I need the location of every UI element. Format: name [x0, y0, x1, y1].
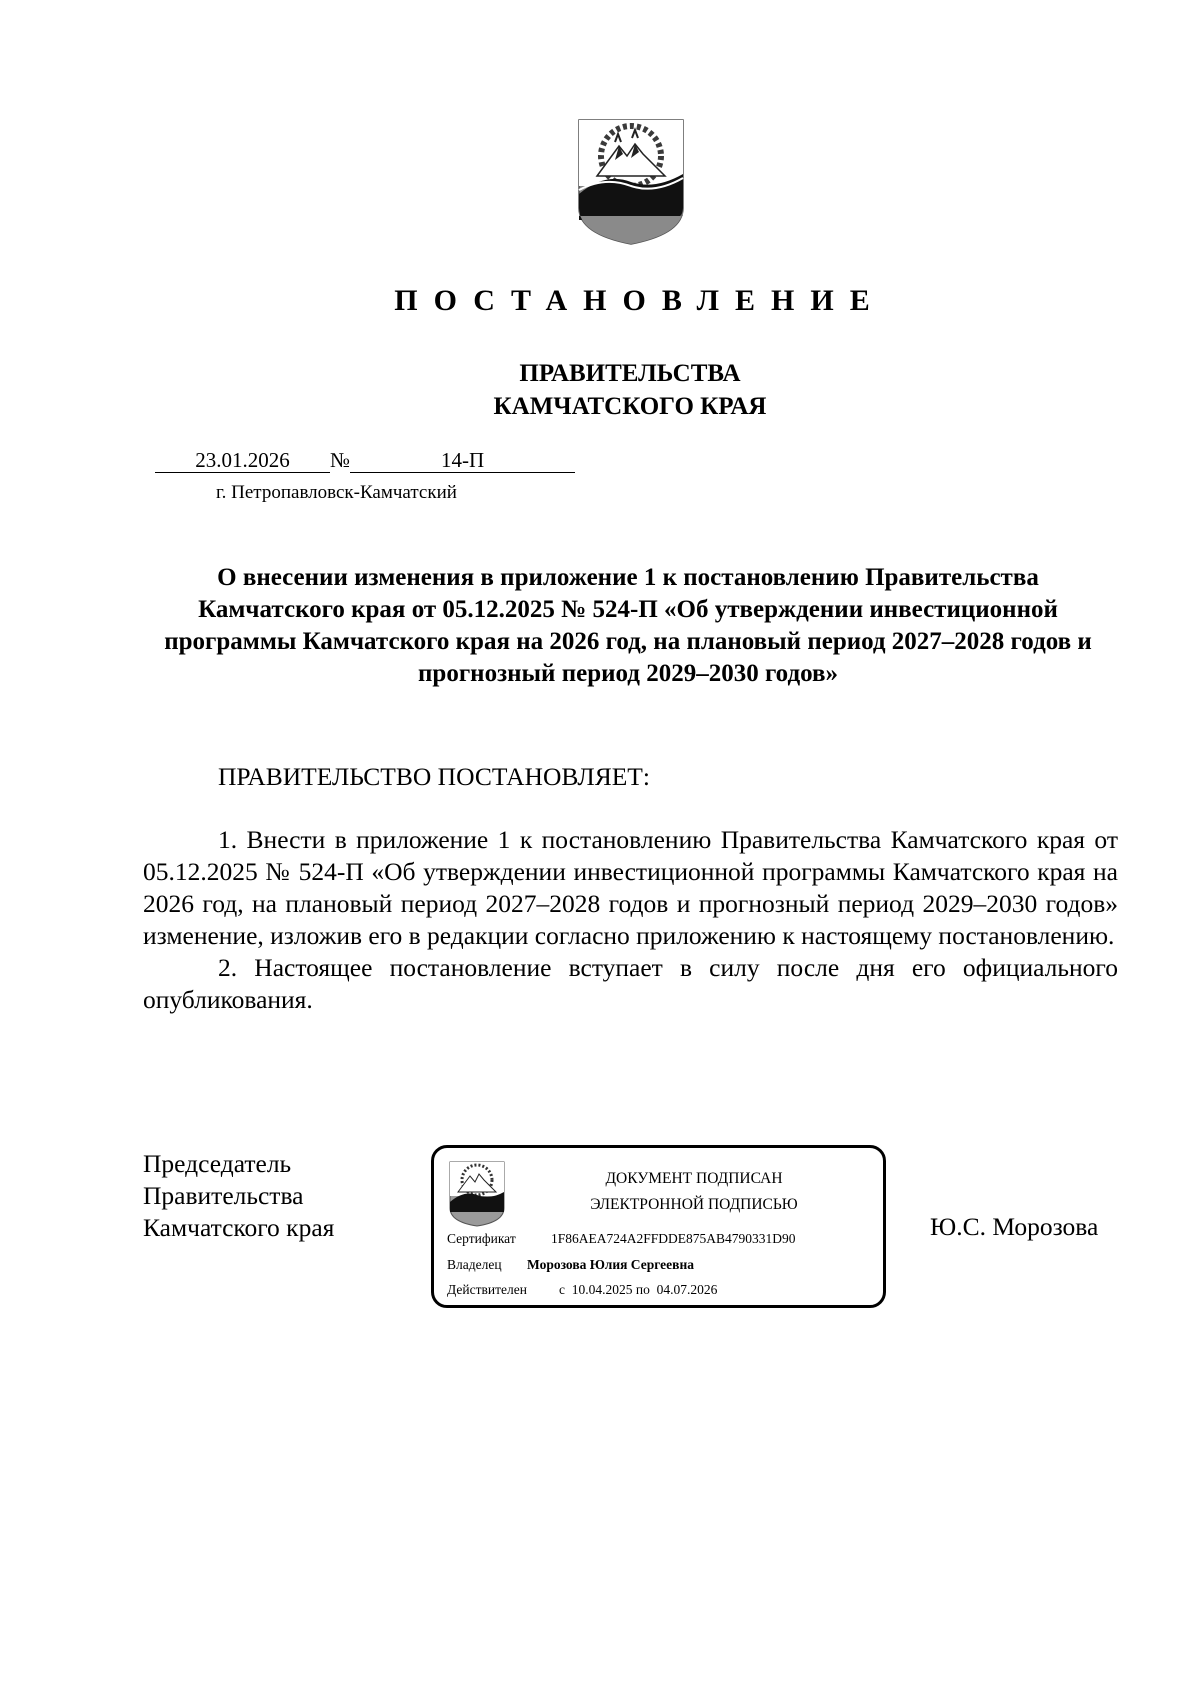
validity-row	[447, 1282, 717, 1298]
coat-of-arms-icon	[575, 116, 687, 246]
signer-position-line-2: Правительства	[143, 1181, 304, 1210]
signer-position	[143, 1148, 334, 1244]
document-body	[143, 824, 1118, 1016]
stamp-header-line-2: ЭЛЕКТРОННОЙ ПОДПИСЬЮ	[590, 1196, 798, 1213]
signer-position-line-3: Камчатского края	[143, 1213, 335, 1242]
certificate-value: 1F86AEA724A2FFDDE875AB4790331D90	[551, 1231, 796, 1246]
validity-from: 10.04.2025	[571, 1282, 633, 1297]
stamp-header	[514, 1166, 874, 1218]
owner-value: Морозова Юлия Сергеевна	[527, 1257, 694, 1272]
e-signature-stamp	[431, 1145, 886, 1308]
certificate-label: Сертификат	[447, 1231, 516, 1246]
issuer	[0, 357, 1200, 423]
document-date: 23.01.2026	[155, 448, 330, 473]
registration-line	[155, 448, 575, 473]
stamp-header-line-1: ДОКУМЕНТ ПОДПИСАН	[605, 1170, 783, 1187]
certificate-row	[447, 1231, 796, 1247]
signer-position-line-1: Председатель	[143, 1149, 292, 1178]
validity-from-prefix: с	[559, 1282, 565, 1297]
number-sign: №	[330, 448, 351, 472]
owner-label: Владелец	[447, 1257, 502, 1272]
document-number: 14-П	[350, 448, 575, 473]
validity-to: 04.07.2026	[656, 1282, 718, 1297]
body-item-2: 2. Настоящее постановление вступает в силу после дня его официального опубликования.	[143, 953, 1118, 1014]
body-item-1: 1. Внести в приложение 1 к постановлению Правительства Камчатского края от 05.12.2025 № 524-П «Об утверждении инвестиционной программы Камчатского края на 2026 год, на плановый период 2027–2028 годов и прогнозный период 2029–2030 годов» изменение, изложив его в редакции согласно приложению к настоящему постановлению.	[143, 825, 1118, 950]
signer-name: Ю.С. Морозова	[930, 1212, 1099, 1241]
stamp-logo-icon	[448, 1160, 506, 1228]
document-title: О внесении изменения в приложение 1 к постановлению Правительства Камчатского края от 05.12.2025 № 524-П «Об утверждении инвестиционной программы Камчатского края на 2026 год, на плановый период 2027–2028 годов и прогнозный период 2029–2030 годов»	[164, 564, 1092, 687]
validity-to-prefix: по	[635, 1282, 650, 1297]
issuer-line-1: ПРАВИТЕЛЬСТВА	[519, 360, 741, 387]
owner-row	[447, 1257, 694, 1273]
city: г. Петропавловск-Камчатский	[216, 482, 457, 503]
issuer-line-2: КАМЧАТСКОГО КРАЯ	[493, 393, 767, 420]
validity-label: Действителен	[447, 1282, 527, 1297]
preamble: ПРАВИТЕЛЬСТВО ПОСТАНОВЛЯЕТ:	[218, 762, 650, 791]
document-type: ПОСТАНОВЛЕНИЕ	[394, 284, 886, 317]
